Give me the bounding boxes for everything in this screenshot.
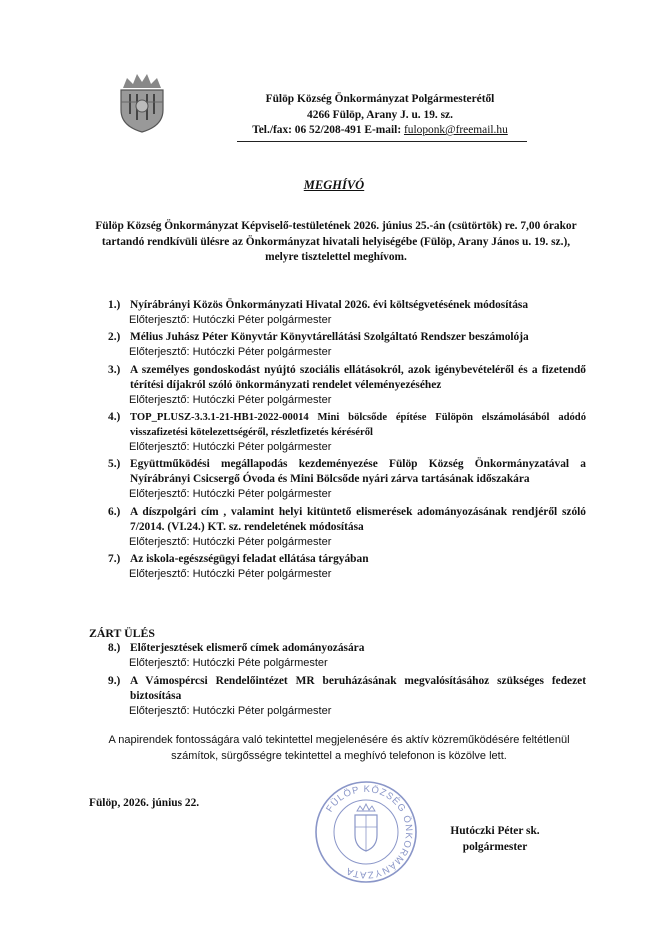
agenda-item-presenter: Előterjesztő: Hutóczki Péter polgármester xyxy=(129,536,332,548)
agenda-item-presenter: Előterjesztő: Hutóczki Péter polgármester xyxy=(129,346,332,358)
agenda-item-presenter: Előterjesztő: Hutóczki Péte polgármester xyxy=(129,657,328,669)
agenda-list xyxy=(108,298,586,582)
agenda-item xyxy=(108,641,586,671)
agenda-item-number: 7.) xyxy=(108,553,121,565)
agenda-item-number: 3.) xyxy=(108,364,121,376)
official-stamp xyxy=(313,779,419,885)
agenda-item-number: 5.) xyxy=(108,458,121,470)
closing-paragraph: A napirendek fontosságára való tekintettel megjelenésére és aktív közreműködésére feltétlenül számítok, sürgősségre tekintettel a meghívó telefonon is közölve lett. xyxy=(108,734,570,762)
agenda-item-presenter: Előterjesztő: Hutóczki Péter polgármester xyxy=(129,568,332,580)
signature-block xyxy=(430,823,560,855)
agenda-item-title: Nyírábrányi Közös Önkormányzati Hivatal 2026. évi költségvetésének módosítása xyxy=(130,299,529,311)
letterhead-contact xyxy=(240,123,520,139)
header-divider xyxy=(237,141,527,142)
agenda-item-presenter: Előterjesztő: Hutóczki Péter polgármester xyxy=(129,314,332,326)
email-link[interactable]: fuloponk@freemail.hu xyxy=(403,124,508,136)
agenda-item-title: TOP_PLUSZ-3.3.1-21-HB1-2022-00014 Mini bölcsőde építése Fülöpön elszámolásából adódó visszafizetési kötelezettségéről, részletfizetés kéréséről xyxy=(130,412,586,438)
closed-session-label: ZÁRT ÜLÉS xyxy=(89,626,155,640)
invitation-intro: Fülöp Község Önkormányzat Képviselő-testületének 2026. június 25.-án (csütörtök) re. 7,00 órakor tartandó rendkívüli ülésre az Önkormányzat hivatali helyiségébe (Fülöp, Arany János u. 19. sz.), melyre tisztelettel meghívom. xyxy=(95,220,577,263)
signer-name: Hutóczki Péter sk. xyxy=(450,825,540,837)
agenda-item-title: A Vámospércsi Rendelőintézet MR beruházásának megvalósításához szükséges fedezet biztosítása xyxy=(130,675,586,702)
signer-role: polgármester xyxy=(462,841,528,853)
agenda-item-title: A személyes gondoskodást nyújtó szociális ellátásokról, azok igénybevételéről és a fizetendő térítési díjakról szóló önkormányzati rendelet véleményezéséhez xyxy=(130,364,586,391)
agenda-item-title: Az iskola-egészségügyi feladat ellátása tárgyában xyxy=(130,553,369,565)
agenda-item-title: Együttműködési megállapodás kezdeményezése Fülöp Község Önkormányzatával a Nyírábrányi Csicsergő Óvoda és Mini Bölcsőde nyári zárva tartásának időszakára xyxy=(130,458,586,485)
stamp-text: FÜLÖP KÖZSÉG ÖNKORMÁNYZATA xyxy=(324,783,415,881)
agenda-item-number: 2.) xyxy=(108,331,121,343)
agenda-item-number: 8.) xyxy=(108,642,121,654)
closed-session-list xyxy=(108,641,586,719)
agenda-item xyxy=(108,410,586,455)
crest-logo xyxy=(117,70,167,134)
letterhead-address: 4266 Fülöp, Arany J. u. 19. sz. xyxy=(307,108,453,121)
agenda-item-presenter: Előterjesztő: Hutóczki Péter polgármester xyxy=(129,394,332,406)
agenda-item xyxy=(108,457,586,502)
agenda-item-number: 6.) xyxy=(108,506,121,518)
agenda-item xyxy=(108,298,586,328)
agenda-item-title: A díszpolgári cím , valamint helyi kitüntető elismerések adományozásának rendjéről szóló 7/2014. (VI.24.) KT. sz. rendeletének módosítása xyxy=(130,506,586,533)
place-date: Fülöp, 2026. június 22. xyxy=(89,797,200,809)
agenda-item-presenter: Előterjesztő: Hutóczki Péter polgármester xyxy=(129,441,332,453)
agenda-item-number: 1.) xyxy=(108,299,121,311)
agenda-item xyxy=(108,363,586,408)
agenda-item-presenter: Előterjesztő: Hutóczki Péter polgármester xyxy=(129,705,332,717)
agenda-item xyxy=(108,674,586,719)
agenda-item xyxy=(108,330,586,360)
agenda-item-title: Előterjesztések elismerő címek adományozására xyxy=(130,642,365,654)
agenda-item-number: 4.) xyxy=(108,411,121,423)
document-title: MEGHÍVÓ xyxy=(303,178,365,192)
agenda-item-number: 9.) xyxy=(108,675,121,687)
agenda-item-title: Mélius Juhász Péter Könyvtár Könyvtárellátási Szolgáltató Rendszer beszámolója xyxy=(130,331,529,343)
letterhead-office: Fülöp Község Önkormányzat Polgármesterétől xyxy=(265,93,495,105)
agenda-item xyxy=(108,552,586,582)
agenda-item-presenter: Előterjesztő: Hutóczki Péter polgármester xyxy=(129,488,332,500)
agenda-item xyxy=(108,505,586,550)
svg-text:FÜLÖP KÖZSÉG ÖNKORMÁNYZATA xyxy=(324,784,414,880)
letterhead-contact-prefix: Tel./fax: 06 52/208-491 E-mail: xyxy=(252,124,404,136)
letterhead xyxy=(240,92,520,139)
